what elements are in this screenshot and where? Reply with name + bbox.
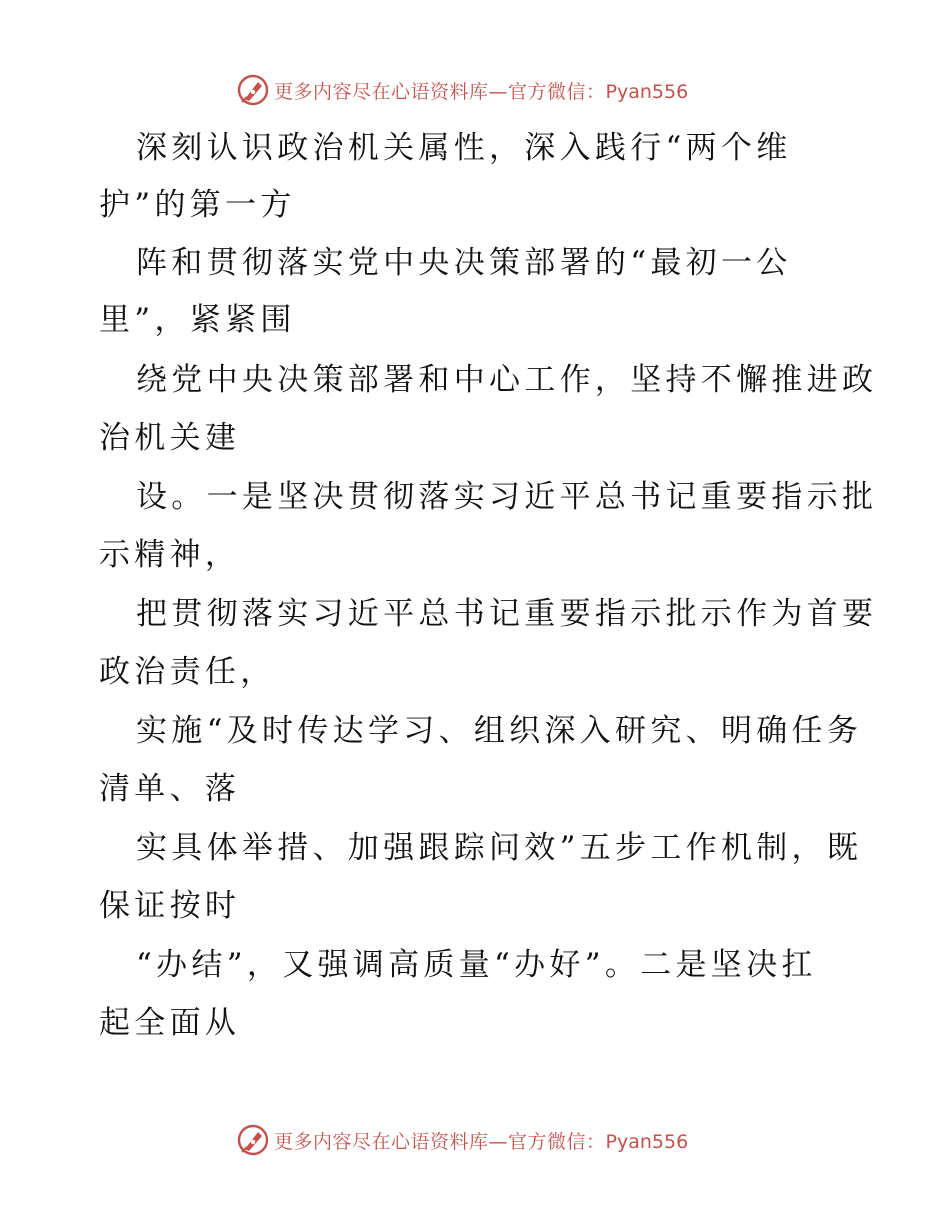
- watermark-handle: Pyan556: [605, 1130, 689, 1153]
- header-watermark: [236, 72, 688, 108]
- body-line: 治机关建: [99, 420, 241, 456]
- body-line: “办结”，又强调高质量“办好”。二是坚决扛: [136, 947, 817, 983]
- watermark-text: 更多内容尽在心语资料库—官方微信：Pyan556: [274, 1130, 689, 1153]
- body-line: 实具体举措、加强跟踪问效”五步工作机制，既: [136, 830, 863, 866]
- footer-watermark: [236, 1122, 688, 1158]
- body-line: 起全面从: [99, 1005, 241, 1041]
- body-line: 保证按时: [99, 888, 241, 924]
- pen-nib-logo-icon: [236, 73, 270, 107]
- body-line: 实施“及时传达学习、组织深入研究、明确任务: [136, 713, 863, 749]
- body-line: 里”，紧紧围: [99, 302, 296, 338]
- body-line: 政治责任，: [99, 654, 276, 690]
- body-line: 护”的第一方: [99, 187, 296, 223]
- body-line: 深刻认识政治机关属性，深入践行“两个维: [136, 130, 792, 166]
- body-line: 阵和贯彻落实党中央决策部署的“最初一公: [136, 245, 792, 281]
- body-line: 示精神，: [99, 537, 241, 573]
- watermark-handle: Pyan556: [605, 80, 689, 103]
- pen-nib-logo-icon: [236, 1123, 270, 1157]
- body-line: 把贯彻落实习近平总书记重要指示批示作为首要: [136, 596, 878, 632]
- body-line: 设。一是坚决贯彻落实习近平总书记重要指示批: [136, 479, 878, 515]
- watermark-text: 更多内容尽在心语资料库—官方微信：Pyan556: [274, 80, 689, 103]
- body-line: 绕党中央决策部署和中心工作，坚持不懈推进政: [136, 362, 878, 398]
- body-line: 清单、落: [99, 771, 241, 807]
